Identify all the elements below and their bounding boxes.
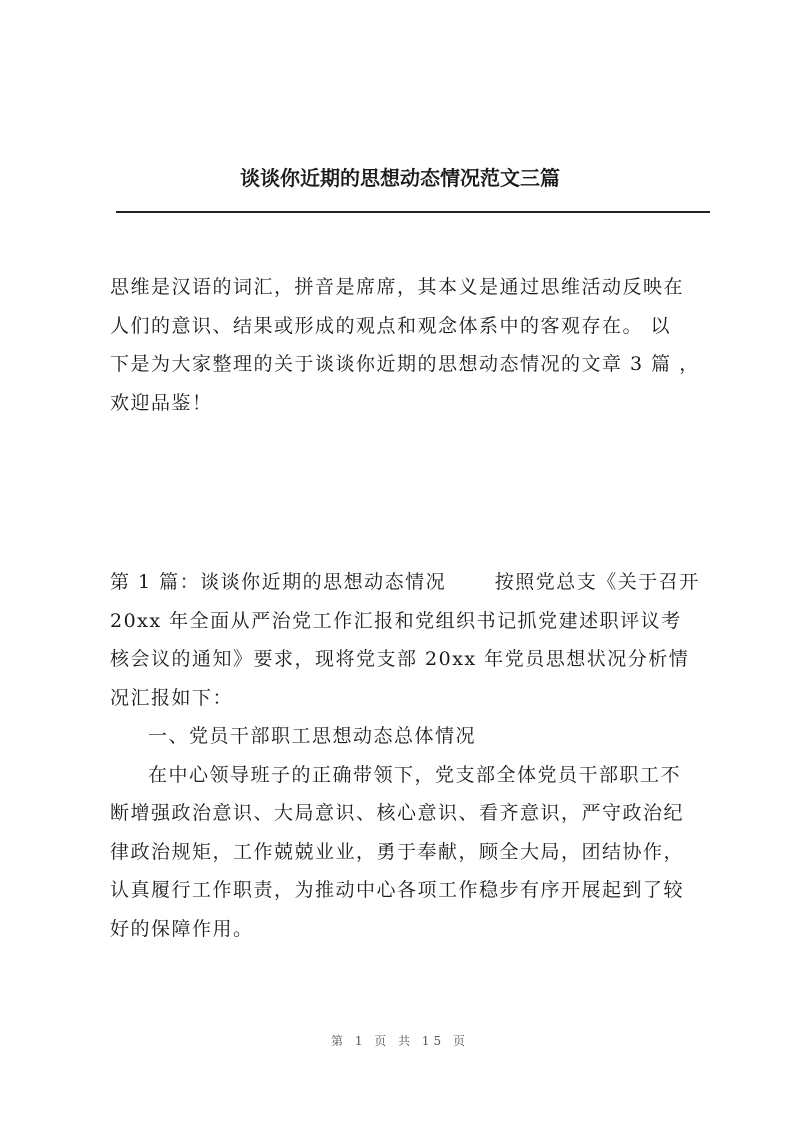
title-underline bbox=[116, 211, 710, 213]
body-line: 认真履行工作职责，为推动中心各项工作稳步有序开展起到了较 bbox=[110, 879, 685, 901]
document-title: 谈谈你近期的思想动态情况范文三篇 bbox=[240, 166, 560, 190]
section1-line: 核会议的通知》要求，现将党支部 20xx 年党员思想状况分析情 bbox=[110, 648, 690, 670]
intro-line: 下是为大家整理的关于谈谈你近期的思想动态情况的文章 3 篇 ， bbox=[110, 353, 700, 375]
body-line: 断增强政治意识、大局意识、核心意识、看齐意识，严守政治纪 bbox=[110, 802, 685, 824]
section-heading: 一、党员干部职工思想动态总体情况 bbox=[148, 725, 477, 747]
page-number-footer: 第 1 页 共 15 页 bbox=[331, 1034, 469, 1048]
section1-line: 况汇报如下： bbox=[110, 686, 234, 709]
body-line: 律政治规矩，工作兢兢业业，勇于奉献，顾全大局，团结协作， bbox=[110, 840, 685, 863]
section1-paragraph bbox=[110, 563, 710, 948]
intro-line: 欢迎品鉴！ bbox=[110, 391, 213, 414]
section1-line: 第 1 篇：谈谈你近期的思想动态情况 按照党总支《关于召开 bbox=[110, 571, 700, 593]
body-line: 在中心领导班子的正确带领下，党支部全体党员干部职工不 bbox=[148, 763, 682, 786]
intro-line: 思维是汉语的词汇，拼音是席席，其本义是通过思维活动反映在 bbox=[110, 276, 685, 298]
section1-line: 20xx 年全面从严治党工作汇报和党组织书记抓党建述职评议考 bbox=[110, 609, 682, 632]
intro-line: 人们的意识、结果或形成的观点和观念体系中的客观存在。 以 bbox=[110, 314, 672, 337]
intro-paragraph bbox=[110, 268, 710, 422]
body-line: 好的保障作用。 bbox=[110, 917, 254, 940]
